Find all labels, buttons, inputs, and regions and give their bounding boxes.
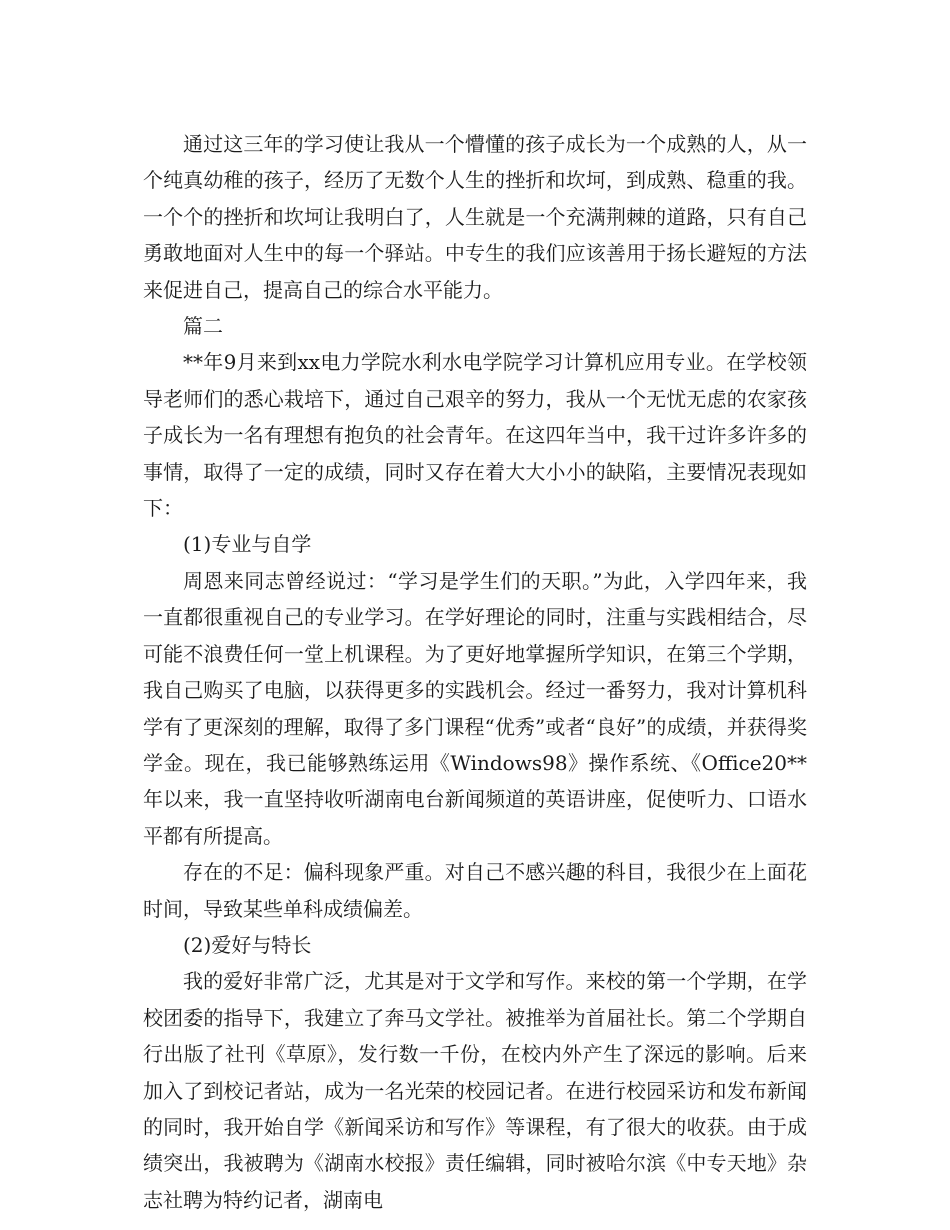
paragraph-hobbies-details: 我的爱好非常广泛，尤其是对于文学和写作。来校的第一个学期，在学校团委的指导下，我建立了奔马文学社。被推举为首届社长。第二个学期自行出版了社刊《草原》，发行数一千份，在校内外产生了深远的影响。后来加入了到校记者站，成为一名光荣的校园记者。在进行校园采访和发布新闻的同时，我开始自学《新闻采访和写作》等课程，有了很大的收获。由于成绩突出，我被聘为《湖南水校报》责任编辑，同时被哈尔滨《中专天地》杂志社聘为特约记者，湖南电 [143,969,807,1212]
paragraph-study-details: 周恩来同志曾经说过：“学习是学生们的天职。”为此，入学四年来，我一直都很重视自己的专业学习。在学好理论的同时，注重与实践相结合，尽可能不浪费任何一堂上机课程。为了更好地掌握所学知识，在第三个学期，我自己购买了电脑，以获得更多的实践机会。经过一番努力，我对计算机科学有了更深刻的理解，取得了多门课程“优秀”或者“良好”的成绩，并获得奖学金。现在，我已能够熟练运用《Windows98》操作系统、《Office20**年以来，我一直坚持收听湖南电台新闻频道的英语讲座，促使听力、口语水平都有所提高。 [143,568,807,848]
section-heading-part-two: 篇二 [183,314,223,339]
paragraph-shortcomings: 存在的不足：偏科现象严重。对自己不感兴趣的科目，我很少在上面花时间，导致某些单科成绩偏差。 [143,860,807,921]
document-body [143,126,807,1218]
subheading-major-and-self-study: (1)专业与自学 [183,532,312,557]
subheading-hobbies-and-strengths: (2)爱好与特长 [183,932,312,957]
paragraph-introduction: **年9月来到xx电力学院水利水电学院学习计算机应用专业。在学校领导老师们的悉心栽培下，通过自己艰辛的努力，我从一个无忧无虑的农家孩子成长为一名有理想有抱负的社会青年。在这四年当中，我干过许多许多的事情，取得了一定的成绩，同时又存在着大大小小的缺陷，主要情况表现如下： [143,350,807,521]
paragraph-growth-summary: 通过这三年的学习使让我从一个懵懂的孩子成长为一个成熟的人，从一个纯真幼稚的孩子，经历了无数个人生的挫折和坎坷，到成熟、稳重的我。一个个的挫折和坎坷让我明白了，人生就是一个充满荆棘的道路，只有自己勇敢地面对人生中的每一个驿站。中专生的我们应该善用于扬长避短的方法来促进自己，提高自己的综合水平能力。 [143,132,807,302]
